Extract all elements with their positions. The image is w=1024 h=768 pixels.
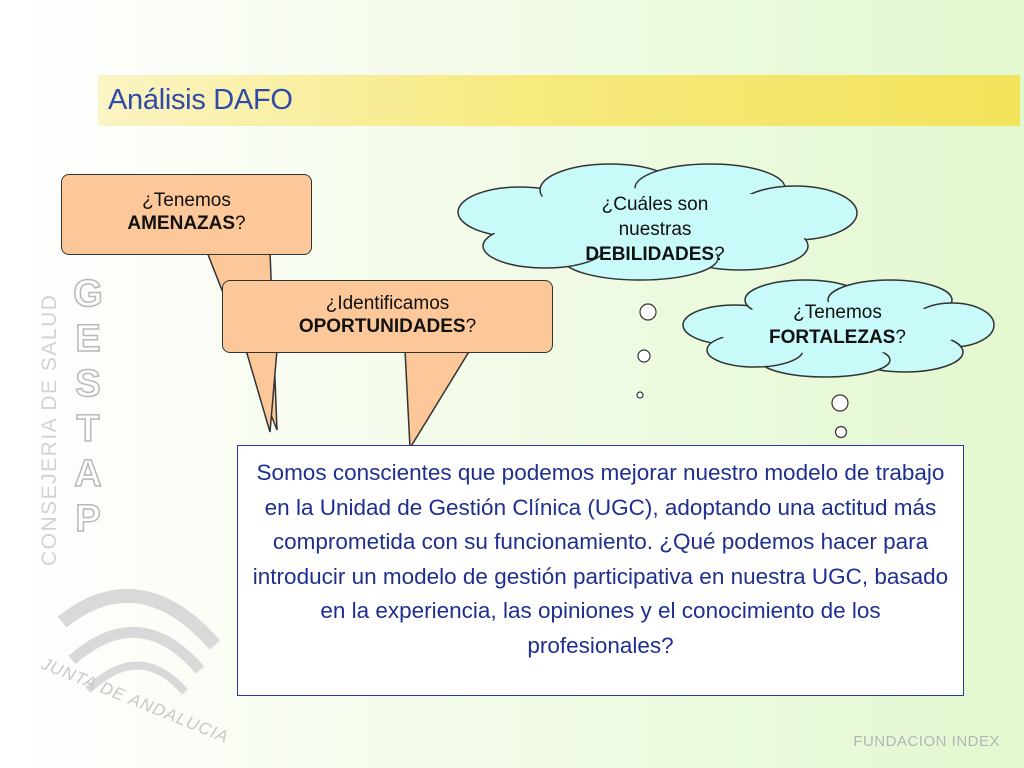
- amenazas-question: ¿Tenemos: [142, 190, 231, 211]
- debilidades-keyword: DEBILIDADES: [585, 244, 715, 265]
- gestap-letter: G: [73, 273, 103, 315]
- fortalezas-keyword: FORTALEZAS: [769, 327, 896, 348]
- debilidades-cloud: [540, 192, 770, 267]
- debilidades-line2: nuestras: [618, 219, 692, 240]
- gestap-letter: E: [75, 318, 101, 360]
- slide-title: Análisis DAFO: [108, 84, 293, 116]
- oportunidades-callout-tail-right: [405, 350, 470, 448]
- oportunidades-question: ¿Identificamos: [325, 293, 450, 314]
- gestap-letter: P: [75, 498, 101, 540]
- gestap-letter: S: [75, 363, 101, 405]
- debilidades-question-mark: ?: [714, 244, 725, 265]
- gestap-letter: A: [74, 453, 102, 495]
- amenazas-callout: [61, 174, 312, 255]
- fortalezas-question-mark: ?: [895, 327, 906, 348]
- gestap-letter: T: [76, 408, 100, 450]
- footer-text: FUNDACION INDEX: [853, 733, 1000, 750]
- amenazas-keyword: AMENAZAS: [127, 213, 236, 234]
- debilidades-line1: ¿Cuáles son: [601, 194, 709, 215]
- fortalezas-cloud: [715, 300, 960, 350]
- main-text-box: [237, 445, 964, 696]
- oportunidades-keyword: OPORTUNIDADES: [298, 316, 466, 337]
- consejeria-vertical-text: CONSEJERIA DE SALUD: [38, 293, 61, 566]
- main-paragraph: Somos conscientes que podemos mejorar nuestro modelo de trabajo en la Unidad de Gestión Clínica (UGC), adoptando una actitud más comprometida con su funcionamiento. ¿Qué podemos hacer para introducir un modelo de gestión participativa en nuestra UGC, basado en la experiencia, las opiniones y el conocimiento de los profesionales?: [252, 460, 949, 658]
- amenazas-question-mark: ?: [235, 213, 246, 234]
- oportunidades-callout: [222, 280, 553, 353]
- oportunidades-question-mark: ?: [465, 316, 477, 337]
- gestap-logo: [68, 272, 108, 542]
- junta-text: JUNTA DE ANDALUCIA: [38, 654, 232, 747]
- fortalezas-question: ¿Tenemos: [793, 302, 882, 323]
